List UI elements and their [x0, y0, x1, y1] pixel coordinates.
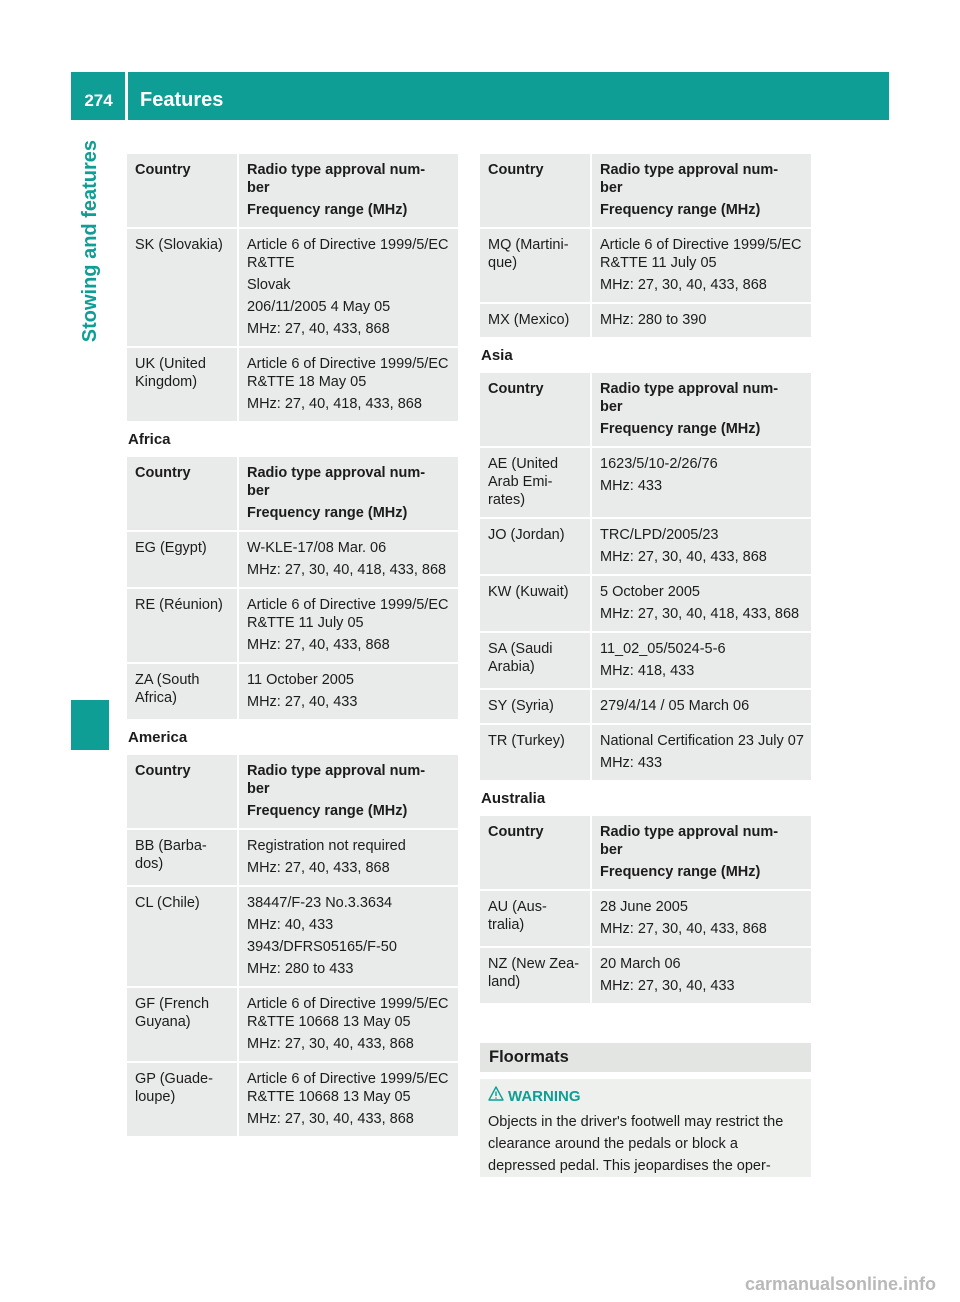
header-approval: [591, 373, 811, 447]
approval-line: MHz: 27, 40, 418, 433, 868: [247, 396, 422, 412]
table-row: [480, 447, 811, 518]
header-country: Country: [127, 154, 238, 228]
country-text: EG (Egypt): [135, 540, 207, 556]
right-column: [480, 154, 811, 1177]
header-approval-line2: ber: [247, 483, 270, 499]
country-text: AU (Aus-: [488, 899, 547, 915]
header-approval-line1: Radio type approval num-: [247, 763, 426, 779]
header-country: Country: [480, 154, 591, 228]
approval-cell: [238, 663, 458, 720]
approval-line: MHz: 27, 40, 433, 868: [247, 637, 390, 653]
table-header-row: [127, 457, 458, 531]
country-text: SY (Syria): [488, 698, 554, 714]
header-approval-line2: ber: [247, 781, 270, 797]
table-row: [480, 724, 811, 781]
approval-cell: [591, 228, 811, 303]
country-cell: [480, 947, 591, 1004]
table-header-row: [480, 373, 811, 447]
country-cell: [480, 689, 591, 724]
approval-cell: [591, 632, 811, 689]
country-text: que): [488, 255, 518, 271]
header-frequency: Frequency range (MHz): [247, 803, 408, 819]
country-text: GP (Guade-: [135, 1071, 213, 1087]
country-text: CL (Chile): [135, 895, 200, 911]
header-country: Country: [480, 373, 591, 447]
table-row: [480, 689, 811, 724]
header-approval: [238, 154, 458, 228]
country-text: UK (United: [135, 356, 206, 372]
warning-heading: [488, 1085, 803, 1109]
approval-line: W-KLE-17/08 Mar. 06: [247, 540, 387, 556]
country-cell: [480, 724, 591, 781]
approval-line: 206/11/2005 4 May 05: [247, 299, 391, 315]
country-text: dos): [135, 856, 164, 872]
country-text: JO (Jordan): [488, 527, 565, 543]
header-divider: [125, 72, 128, 120]
approval-line: Article 6 of Directive 1999/5/EC R&TTE 11 July 05: [247, 597, 449, 631]
table-row: [127, 987, 458, 1062]
header-title: Features: [140, 89, 224, 111]
approval-cell: [591, 947, 811, 1004]
approval-cell: [238, 588, 458, 663]
asia-table: [480, 373, 811, 782]
approval-line: 11 October 2005: [247, 672, 354, 688]
country-text: SK (Slovakia): [135, 237, 223, 253]
approval-line: MHz: 280 to 433: [247, 961, 354, 977]
header-approval-line1: Radio type approval num-: [247, 465, 426, 481]
approval-line: MHz: 433: [600, 755, 663, 771]
header-approval-line2: ber: [600, 842, 623, 858]
approval-line: National Certification 23 July 07: [600, 733, 804, 749]
approval-line: MHz: 27, 30, 40, 418, 433, 868: [600, 606, 800, 622]
approval-line: 5 October 2005: [600, 584, 700, 600]
header-approval-line1: Radio type approval num-: [247, 162, 426, 178]
country-cell: [480, 575, 591, 632]
section-title-america: America: [128, 729, 188, 746]
header-approval-line1: Radio type approval num-: [600, 824, 779, 840]
approval-line: MHz: 27, 30, 40, 433, 868: [247, 1111, 414, 1127]
country-text: RE (Réunion): [135, 597, 223, 613]
approval-line: MHz: 27, 30, 40, 433, 868: [600, 549, 767, 565]
country-cell: [480, 303, 591, 338]
table-row: [127, 663, 458, 720]
header-country: Country: [127, 755, 238, 829]
country-cell: [127, 531, 238, 588]
table-header-row: [480, 154, 811, 228]
section-title-africa: Africa: [128, 431, 171, 448]
approval-line: MHz: 280 to 390: [600, 312, 707, 328]
approval-cell: [238, 347, 458, 422]
country-text: SA (Saudi: [488, 641, 553, 657]
table-row: [480, 632, 811, 689]
table-header-row: [127, 154, 458, 228]
header-approval: [591, 816, 811, 890]
warning-label: WARNING: [508, 1088, 581, 1105]
approval-line: Article 6 of Directive 1999/5/EC R&TTE: [247, 237, 449, 271]
approval-line: Registration not required: [247, 838, 406, 854]
table-row: [480, 890, 811, 947]
header-approval-line1: Radio type approval num-: [600, 162, 779, 178]
approval-line: 38447/F-23 No.3.3634: [247, 895, 393, 911]
approval-line: MHz: 27, 30, 40, 433, 868: [600, 277, 767, 293]
approval-cell: [238, 1062, 458, 1137]
country-text: Arabia): [488, 659, 535, 675]
approval-cell: [591, 303, 811, 338]
country-cell: [127, 663, 238, 720]
table-row: [127, 829, 458, 886]
approval-line: Article 6 of Directive 1999/5/EC R&TTE 11 July 05: [600, 237, 802, 271]
page-number: 274: [84, 91, 113, 110]
america-table: [127, 755, 458, 1138]
approval-line: Article 6 of Directive 1999/5/EC R&TTE 10668 13 May 05: [247, 996, 449, 1030]
table-row: [127, 1062, 458, 1137]
approval-cell: [238, 228, 458, 347]
header-approval: [238, 755, 458, 829]
header-frequency: Frequency range (MHz): [600, 421, 761, 437]
country-text: tralia): [488, 917, 525, 933]
australia-table: [480, 816, 811, 1005]
country-cell: [127, 1062, 238, 1137]
approval-cell: [238, 531, 458, 588]
approval-line: 1623/5/10-2/26/76: [600, 456, 718, 472]
table-row: [480, 303, 811, 338]
africa-table: [127, 457, 458, 721]
table-row: [127, 531, 458, 588]
country-text: rates): [488, 492, 526, 508]
page-header: [71, 72, 889, 120]
approval-cell: [591, 575, 811, 632]
section-title-australia: Australia: [481, 790, 546, 807]
approval-cell: [591, 518, 811, 575]
approval-cell: [238, 886, 458, 987]
approval-cell: [238, 987, 458, 1062]
country-text: MQ (Martini-: [488, 237, 569, 253]
approval-line: Slovak: [247, 277, 291, 293]
table-header-row: [127, 755, 458, 829]
approval-line: Article 6 of Directive 1999/5/EC R&TTE 10668 13 May 05: [247, 1071, 449, 1105]
approval-cell: [591, 689, 811, 724]
header-approval-line1: Radio type approval num-: [600, 381, 779, 397]
warning-text: Objects in the driver's footwell may restrict the clearance around the pedals or block a depressed pedal. This jeopardises the oper-: [488, 1114, 784, 1174]
approval-line: 279/4/14 / 05 March 06: [600, 698, 750, 714]
approval-line: MHz: 27, 40, 433: [247, 694, 358, 710]
approval-line: MHz: 27, 40, 433, 868: [247, 321, 390, 337]
table-row: [127, 347, 458, 422]
approval-cell: [591, 890, 811, 947]
country-cell: [127, 987, 238, 1062]
header-approval-line2: ber: [600, 180, 623, 196]
country-text: AE (United: [488, 456, 559, 472]
country-text: Kingdom): [135, 374, 198, 390]
approval-line: MHz: 433: [600, 478, 663, 494]
approval-line: MHz: 418, 433: [600, 663, 695, 679]
approval-line: 20 March 06: [600, 956, 681, 972]
table-header-row: [480, 816, 811, 890]
country-text: MX (Mexico): [488, 312, 570, 328]
footer-watermark: carmanualsonline.info: [744, 1274, 936, 1294]
country-text: NZ (New Zea-: [488, 956, 580, 972]
approval-cell: [591, 447, 811, 518]
country-cell: [480, 632, 591, 689]
country-cell: [127, 588, 238, 663]
header-frequency: Frequency range (MHz): [247, 505, 408, 521]
approval-line: MHz: 27, 30, 40, 433, 868: [247, 1036, 414, 1052]
country-text: loupe): [135, 1089, 176, 1105]
country-cell: [127, 829, 238, 886]
approval-line: Article 6 of Directive 1999/5/EC R&TTE 18 May 05: [247, 356, 449, 390]
left-column: [127, 154, 458, 1138]
table-row: [127, 588, 458, 663]
approval-line: 3943/DFRS05165/F-50: [247, 939, 397, 955]
country-text: TR (Turkey): [488, 733, 565, 749]
table-row: [480, 575, 811, 632]
header-country: Country: [127, 457, 238, 531]
country-cell: [480, 518, 591, 575]
country-cell: [127, 228, 238, 347]
header-frequency: Frequency range (MHz): [600, 202, 761, 218]
america-continued-table: [480, 154, 811, 339]
europe-continued-table: [127, 154, 458, 423]
country-cell: [127, 886, 238, 987]
table-row: [480, 228, 811, 303]
header-approval-line2: ber: [600, 399, 623, 415]
header-frequency: Frequency range (MHz): [247, 202, 408, 218]
side-chapter-tab: [71, 140, 109, 750]
approval-line: MHz: 27, 30, 40, 433, 868: [600, 921, 767, 937]
country-text: BB (Barba-: [135, 838, 207, 854]
approval-line: 11_02_05/5024-5-6: [600, 641, 726, 657]
side-chapter-marker: [71, 700, 109, 750]
table-row: [127, 886, 458, 987]
country-cell: [127, 347, 238, 422]
country-text: GF (French: [135, 996, 210, 1012]
header-approval: [238, 457, 458, 531]
header-country: Country: [480, 816, 591, 890]
approval-cell: [238, 829, 458, 886]
country-text: land): [488, 974, 521, 990]
table-row: [127, 228, 458, 347]
section-title-asia: Asia: [481, 347, 513, 364]
country-cell: [480, 228, 591, 303]
country-cell: [480, 890, 591, 947]
approval-line: MHz: 27, 30, 40, 433: [600, 978, 735, 994]
approval-line: MHz: 27, 30, 40, 418, 433, 868: [247, 562, 447, 578]
approval-line: MHz: 40, 433: [247, 917, 334, 933]
country-cell: [480, 447, 591, 518]
warning-triangle-icon: [488, 1085, 508, 1109]
header-approval: [591, 154, 811, 228]
country-text: KW (Kuwait): [488, 584, 569, 600]
country-text: Guyana): [135, 1014, 191, 1030]
approval-cell: [591, 724, 811, 781]
country-text: Arab Emi-: [488, 474, 553, 490]
warning-box: [480, 1079, 811, 1177]
floormats-heading: Floormats: [480, 1043, 811, 1072]
country-text: ZA (South: [135, 672, 200, 688]
approval-line: TRC/LPD/2005/23: [600, 527, 719, 543]
header-approval-line2: ber: [247, 180, 270, 196]
approval-line: 28 June 2005: [600, 899, 688, 915]
table-row: [480, 947, 811, 1004]
approval-line: MHz: 27, 40, 433, 868: [247, 860, 390, 876]
side-chapter-label: Stowing and features: [79, 140, 101, 343]
header-frequency: Frequency range (MHz): [600, 864, 761, 880]
table-row: [480, 518, 811, 575]
country-text: Africa): [135, 690, 177, 706]
